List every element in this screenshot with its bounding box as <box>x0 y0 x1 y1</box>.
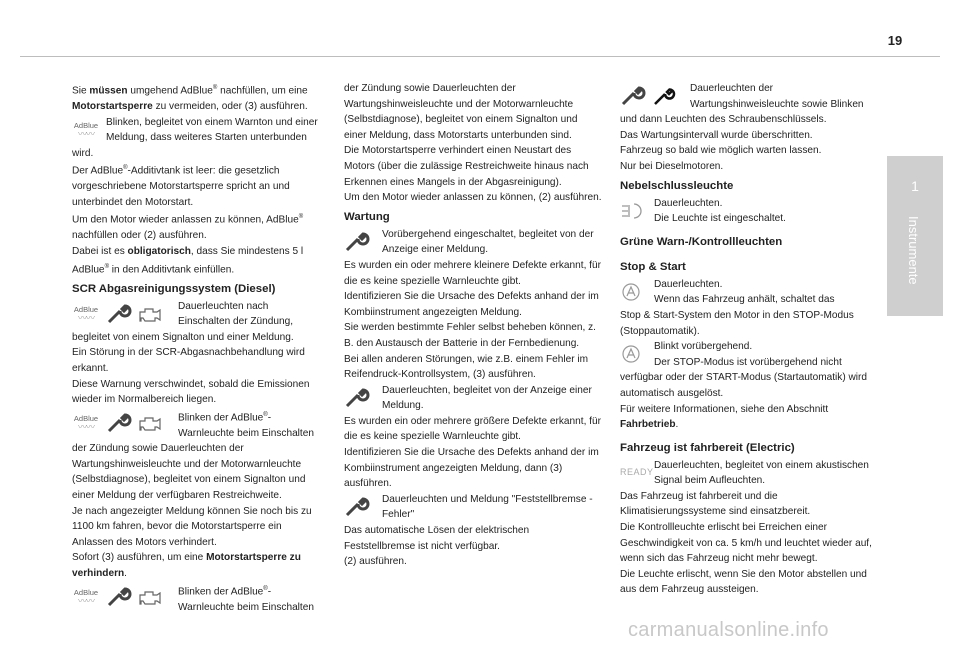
wrench-icon <box>106 586 132 608</box>
adblue-icon: AdBlue 〰〰 <box>73 587 99 606</box>
ready-icon: READY <box>620 466 654 477</box>
paragraph: Nur bei Dieselmotoren. <box>620 160 724 172</box>
warning-text: Vorübergehend eingeschaltet, begleitet von der Anzeige einer Meldung. <box>382 228 594 256</box>
wrench-icon <box>106 303 132 325</box>
warning-text: Dauerleuchten. Die Leuchte ist eingeschaltet. <box>654 197 786 225</box>
warning-text: Dauerleuchten nach Einschalten der Zündung, <box>178 300 294 328</box>
watermark: carmanualsonline.info <box>628 619 829 641</box>
warning-text: Dauerleuchten, begleitet von der Anzeige einer Meldung. <box>382 384 592 412</box>
chapter-tab[interactable] <box>887 156 943 316</box>
paragraph: Bei allen anderen Störungen, wie z.B. einem Fehler im Reifendruck-Kontrollsystem, (3) ausführen. <box>344 353 589 381</box>
engine-icon <box>138 413 164 433</box>
paragraph: Fahrzeug so bald wie möglich warten lassen. <box>620 145 822 157</box>
warning-text: Blinken, begleitet von einem Warnton und einer Meldung, dass weiteres Starten unterbunden <box>106 116 318 144</box>
engine-icon <box>138 587 164 607</box>
column-1 <box>72 81 322 615</box>
section-heading: Nebelschlussleuchte <box>620 179 734 192</box>
paragraph: Das automatische Lösen der elektrischen Feststellbremse ist nicht verfügbar. <box>344 525 530 552</box>
paragraph: Es wurden ein oder mehrere größere Defekte erkannt, für die es keine spezielle Warnleuchte gibt. <box>344 415 601 443</box>
paragraph: Stop & Start-System den Motor in den STOP-Modus (Stoppautomatik). <box>620 309 854 337</box>
warning-text: Blinken der AdBlue®-Warnleuchte beim Einschalten <box>178 585 314 613</box>
paragraph: Sie müssen umgehend AdBlue® nachfüllen, um eine Motorstartsperre zu vermeiden, oder (3) ausführen. <box>72 85 308 112</box>
wrench-icon <box>344 231 370 253</box>
chapter-number: 1 <box>911 178 919 194</box>
wrench-blinking-icon <box>652 85 676 107</box>
paragraph: Die Kontrollleuchte erlischt bei Erreichen einer Geschwindigkeit von ca. 5 km/h und leuchtet wieder auf, wenn sich das Fahrzeug nicht mehr bewegt. <box>620 522 872 565</box>
column-3 <box>620 81 880 598</box>
paragraph: Diese Warnung verschwindet, sobald die Emissionen wieder im Normalbereich liegen. <box>72 378 310 406</box>
warning-row <box>72 408 322 442</box>
paragraph: und dann Leuchten des Schraubenschlüssels. <box>620 114 827 126</box>
warning-row <box>344 383 602 414</box>
section-heading: Grüne Warn-/Kontrollleuchten <box>620 235 783 248</box>
section-heading: Fahrzeug ist fahrbereit (Electric) <box>620 441 795 454</box>
engine-icon <box>138 304 164 324</box>
paragraph: Um den Motor wieder anlassen zu können, (2) ausführen. <box>344 192 602 204</box>
warning-text: Blinken der AdBlue®-Warnleuchte beim Einschalten <box>178 411 314 439</box>
wrench-icon <box>344 496 370 518</box>
warning-row <box>620 196 880 227</box>
warning-row <box>72 582 322 616</box>
paragraph: Um den Motor wieder anlassen zu können, AdBlue® nachfüllen oder (2) ausführen. <box>72 214 304 242</box>
stop-start-blinking-icon <box>620 344 642 364</box>
paragraph: Ein Störung in der SCR-Abgasnachbehandlung wird erkannt. <box>72 347 305 374</box>
paragraph: begleitet von einem Signalton und einer Meldung. <box>72 331 294 343</box>
paragraph: Der AdBlue®-Additivtank ist leer: die gesetzlich vorgeschriebene Motorstartsperre spricht an und unterbindet den Motorstart. <box>72 165 290 208</box>
adblue-icon: AdBlue 〰〰 <box>73 120 99 139</box>
paragraph: Sofort (3) ausführen, um eine Motorstartsperre zu verhindern. <box>72 552 301 580</box>
paragraph: wird. <box>72 147 94 159</box>
warning-row <box>344 492 602 523</box>
warning-text: Blinkt vorübergehend. Der STOP-Modus ist vorübergehend nicht <box>654 341 842 368</box>
warning-row <box>72 299 322 330</box>
rear-fog-light-icon <box>620 201 644 221</box>
chapter-title: Instrumente <box>906 216 921 285</box>
paragraph: der Zündung sowie Dauerleuchten der Wartungshinweisleuchte und der Motorwarnleuchte (Selbstdiagnose), begleitet von einem Signalton und einer Meldung, dass Motorstarts unterbunden sind. <box>344 83 578 141</box>
paragraph: Identifizieren Sie die Ursache des Defekts anhand der im Kombiinstrument angezeigten Meldung, dann (3) ausführen. <box>344 447 599 490</box>
header-rule <box>20 56 940 57</box>
paragraph: Das Wartungsintervall wurde überschritten. <box>620 129 813 141</box>
wrench-icon <box>620 85 646 107</box>
paragraph: Für weitere Informationen, siehe den Abschnitt Fahrbetrieb. <box>620 403 829 431</box>
warning-row <box>620 339 880 370</box>
warning-text: Dauerleuchten, begleitet von einem akustischen Signal beim Aufleuchten. <box>654 459 869 487</box>
warning-row <box>344 227 602 258</box>
paragraph: Die Leuchte erlischt, wenn Sie den Motor abstellen und aus dem Fahrzeug aussteigen. <box>620 568 867 596</box>
warning-row <box>620 458 880 489</box>
paragraph: verfügbar oder der START-Modus (Startautomatik) wird automatisch ausgelöst. <box>620 372 868 399</box>
paragraph: Es wurden ein oder mehrere kleinere Defekte erkannt, für die es keine spezielle Warnleuchte gibt. <box>344 259 601 287</box>
stop-start-icon <box>620 282 642 302</box>
warning-text: Dauerleuchten und Meldung "Feststellbremse - Fehler" <box>382 493 593 521</box>
adblue-icon: AdBlue 〰〰 <box>73 413 99 432</box>
paragraph: Das Fahrzeug ist fahrbereit und die Klimatisierungssysteme sind einsatzbereit. <box>620 490 811 518</box>
section-heading: Wartung <box>344 210 390 223</box>
column-2 <box>344 81 602 570</box>
warning-text: Dauerleuchten. Wenn das Fahrzeug anhält, schaltet das <box>654 278 835 306</box>
paragraph: (2) ausführen. <box>344 556 407 568</box>
paragraph: Identifizieren Sie die Ursache des Defekts anhand der im Kombiinstrument angezeigten Meldung. <box>344 291 599 318</box>
warning-row <box>620 277 880 308</box>
adblue-icon: AdBlue 〰〰 <box>73 304 99 323</box>
warning-text: Dauerleuchten der Wartungshinweisleuchte sowie Blinken <box>690 83 864 110</box>
paragraph: Je nach angezeigter Meldung können Sie noch bis zu 1100 km fahren, bevor die Motorstartsperre ein Anlassen des Motors verhindert. <box>72 505 312 548</box>
section-heading: Stop & Start <box>620 260 686 273</box>
warning-row <box>620 81 880 112</box>
wrench-icon <box>106 412 132 434</box>
warning-row <box>72 115 322 146</box>
section-heading: SCR Abgasreinigungssystem (Diesel) <box>72 282 276 295</box>
paragraph: Dabei ist es obligatorisch, dass Sie mindestens 5 l AdBlue® in den Additivtank einfüllen. <box>72 246 304 275</box>
wrench-icon <box>344 387 370 409</box>
page-number: 19 <box>887 33 903 48</box>
paragraph: Die Motorstartsperre verhindert einen Neustart des Motors (über die zulässige Restreichweite hinaus nach Erkennen eines Mangels in der Abgasreinigung). <box>344 145 589 188</box>
paragraph: Sie werden bestimmte Fehler selbst beheben können, z. B. den Austausch der Batterie in der Fernbedienung. <box>344 322 596 349</box>
paragraph: der Zündung sowie Dauerleuchten der Wartungshinweisleuchte und der Motorwarnleuchte (Selbstdiagnose), begleitet von einem Signalton und einer Meldung der verfügbaren Restreichweite. <box>72 443 306 502</box>
